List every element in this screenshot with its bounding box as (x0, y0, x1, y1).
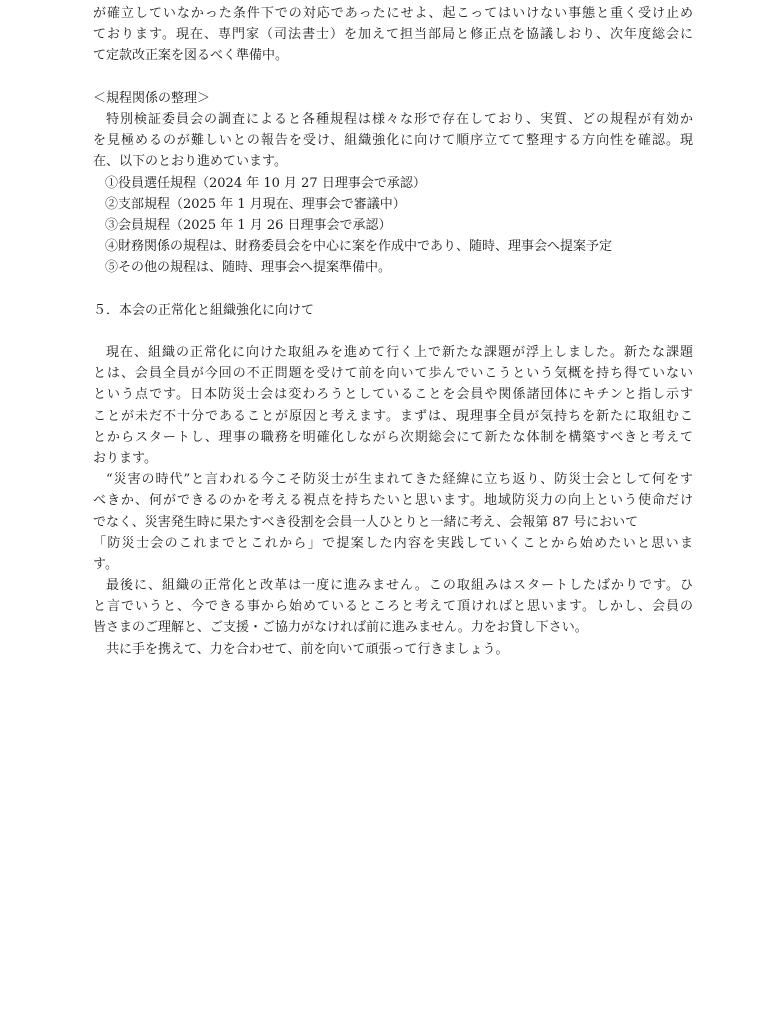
section-5-heading: ５．本会の正常化と組織強化に向けて (93, 302, 315, 318)
paragraph-line: でなく、災害発生時に果たすべき役割を会員一人ひとりと一緒に考え、会報第 87 号において (93, 514, 639, 530)
list-item: ④財務関係の規程は、財務委員会を中心に案を作成中であり、随時、理事会へ提案予定 (105, 239, 613, 255)
paragraph-line: ことが未だ不十分であることが原因と考えます。まずは、現理事全員が気持ちを新たに取組むこ (93, 408, 693, 424)
paragraph-line: 皆さまのご理解と、ご支援・ご協力がなければ前に進みません。力をお貸し下さい。 (93, 620, 588, 636)
paragraph-line: す。 (93, 556, 118, 572)
section-5-paragraph-2 (93, 469, 693, 575)
regulations-body-line-3: 在、以下のとおり進めています。 (93, 154, 287, 170)
list-item: ⑤その他の規程は、随時、理事会へ提案準備中。 (105, 260, 392, 276)
regulations-list (93, 173, 693, 279)
paragraph-line: 「防災士会のこれまでとこれから」で提案した内容を実践していくことから始めたいと思いま (93, 535, 693, 551)
spacer (93, 321, 693, 342)
list-item: ①役員選任規程（2024 年 10 月 27 日理事会で承認） (105, 175, 426, 191)
list-item: ③会員規程（2025 年 1 月 26 日理事会で承認） (105, 217, 392, 233)
spacer (93, 67, 693, 88)
section-5 (93, 300, 693, 660)
paragraph-line: おります。 (93, 450, 157, 466)
intro-paragraph (93, 3, 693, 67)
intro-line-2: ております。現在、専門家（司法書士）を加えて担当部局と修正点を協議しおり、次年度総会に (93, 27, 693, 43)
paragraph-line: とは、会員全員が今回の不正問題を受けて前を向いて歩んでいこうという気概を持ち得ていない (93, 366, 693, 382)
document-page (93, 3, 693, 660)
section-5-paragraph-1 (93, 342, 693, 469)
regulations-body-line-1: 特別検証委員会の調査によると各種規程は様々な形で存在しており、実質、どの規程が有効か (106, 111, 693, 127)
intro-line-1: が確立していなかった条件下での対応であったにせよ、起こってはいけない事態と重く受け止め (93, 6, 693, 21)
spacer (93, 278, 693, 299)
regulations-body-line-2: を見極めるのが難しいとの報告を受け、組織強化に向けて順序立てて整理する方向性を確認。現 (93, 133, 693, 149)
paragraph-line: と言でいうと、今できる事から始めているところと考えて頂ければと思います。しかし、会員の (93, 599, 693, 615)
intro-line-3: て定款改正案を図るべく準備中。 (93, 48, 289, 64)
paragraph-line: “災害の時代”と言われる今こそ防災士が生まれてきた経緯に立ち返り、防災士会として何をす (106, 472, 693, 488)
section-5-paragraph-3 (93, 575, 693, 639)
paragraph-line: 最後に、組織の正常化と改革は一度に進みません。この取組みはスタートしたばかりです。ひ (106, 578, 693, 594)
paragraph-line: べきか、何ができるのかを考える視点を持ちたいと思います。地域防災力の向上という使命だけ (93, 493, 693, 509)
paragraph-line: 現在、組織の正常化に向けた取組みを進めて行く上で新たな課題が浮上しました。新たな課題 (106, 345, 693, 360)
list-item: ②支部規程（2025 年 1 月現在、理事会で審議中） (105, 196, 406, 212)
regulations-section (93, 88, 693, 279)
regulations-body (93, 109, 693, 173)
regulations-heading: ＜規程関係の整理＞ (93, 90, 211, 106)
paragraph-line: という点です。日本防災士会は変わろうとしていることを会員や関係諸団体にキチンと指し示す (93, 387, 693, 403)
closing-line: 共に手を携えて、力を合わせて、前を向いて頑張って行きましょう。 (106, 641, 509, 657)
paragraph-line: とからスタートし、理事の職務を明確化しながら次期総会にて新たな体制を構築すべきと考えて (93, 429, 693, 445)
